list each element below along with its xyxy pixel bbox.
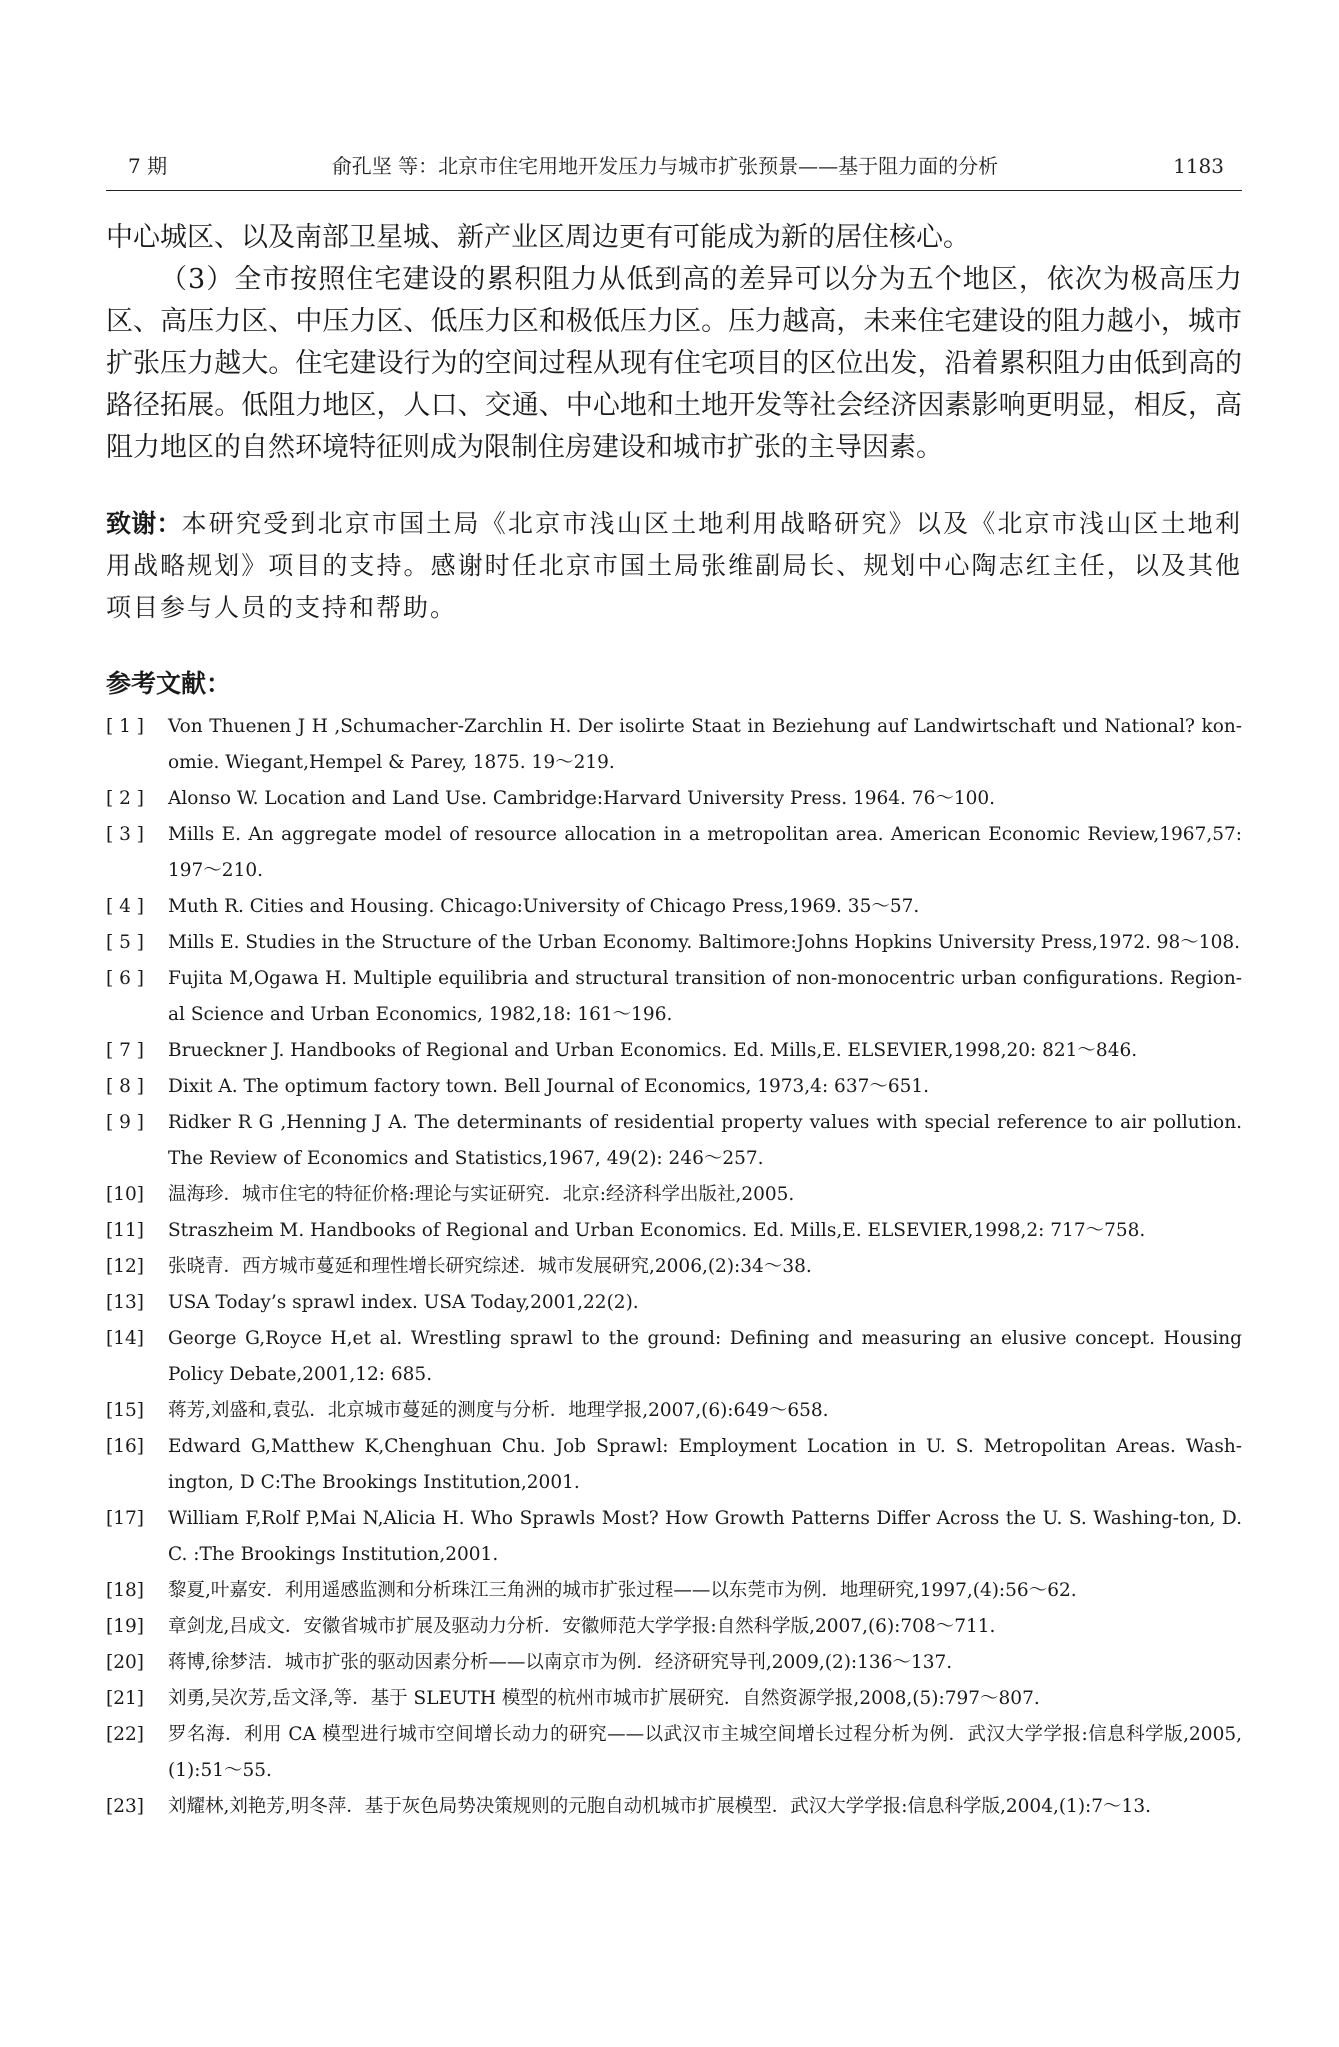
reference-number: [10] [106, 1184, 144, 1205]
references-heading: 参考文献： [106, 669, 232, 698]
reference-text: Alonso W. Location and Land Use. Cambridge:Harvard University Press. 1964. 76～100. [168, 788, 996, 809]
reference-number: [22] [106, 1724, 144, 1745]
reference-number: [17] [106, 1508, 144, 1529]
reference-text: 温海珍．城市住宅的特征价格:理论与实证研究．北京:经济科学出版社,2005. [168, 1184, 795, 1205]
reference-item [106, 1501, 1242, 1573]
reference-item [106, 1105, 1242, 1177]
reference-number: [12] [106, 1256, 144, 1277]
reference-number: [14] [106, 1328, 144, 1349]
reference-number: [ 1 ] [106, 716, 144, 737]
reference-number: [23] [106, 1796, 144, 1817]
reference-number: [19] [106, 1616, 144, 1637]
acknowledgement-label: 致谢： [106, 509, 182, 538]
running-title: 俞孔坚 等：北京市住宅用地开发压力与城市扩张预景——基于阻力面的分析 [331, 154, 999, 178]
reference-number: [18] [106, 1580, 144, 1601]
acknowledgement [106, 503, 1242, 629]
reference-item [106, 1573, 1242, 1609]
page-number: 1183 [1173, 154, 1224, 178]
reference-item [106, 961, 1242, 1033]
reference-item [106, 1789, 1242, 1825]
body-paragraph: （3）全市按照住宅建设的累积阻力从低到高的差异可以分为五个地区，依次为极高压力区、高压力区、中压力区、低压力区和极低压力区。压力越高，未来住宅建设的阻力越小，城市扩张压力越大。住宅建设行为的空间过程从现有住宅项目的区位出发，沿着累积阻力由低到高的路径拓展。低阻力地区，人口、交通、中心地和土地开发等社会经济因素影响更明显，相反，高阻力地区的自然环境特征则成为限制住房建设和城市扩张的主导因素。 [106, 264, 1242, 463]
reference-number: [13] [106, 1292, 144, 1313]
reference-item [106, 1177, 1242, 1213]
reference-text: Von Thuenen J H ,Schumacher-Zarchlin H. Der isolirte Staat in Beziehung auf Landwirtschaft und National? kon-omie. Wiegant,Hempel & Parey, 1875. 19～219. [168, 716, 1242, 773]
running-header [106, 150, 1242, 191]
reference-number: [ 8 ] [106, 1076, 144, 1097]
reference-text: 刘耀林,刘艳芳,明冬萍．基于灰色局势决策规则的元胞自动机城市扩展模型．武汉大学学报:信息科学版,2004,(1):7～13. [168, 1796, 1151, 1817]
reference-item [106, 1429, 1242, 1501]
reference-item [106, 781, 1242, 817]
reference-text: Dixit A. The optimum factory town. Bell Journal of Economics, 1973,4: 637～651. [168, 1076, 930, 1097]
reference-item [106, 1717, 1242, 1789]
reference-text: 章剑龙,吕成文．安徽省城市扩展及驱动力分析．安徽师范大学学报:自然科学版,2007,(6):708～711. [168, 1616, 996, 1637]
reference-number: [ 6 ] [106, 968, 144, 989]
reference-item [106, 1609, 1242, 1645]
reference-number: [ 5 ] [106, 932, 144, 953]
reference-number: [15] [106, 1400, 144, 1421]
body-paragraph: 中心城区、以及南部卫星城、新产业区周边更有可能成为新的居住核心。 [106, 222, 970, 253]
reference-text: Straszheim M. Handbooks of Regional and Urban Economics. Ed. Mills,E. ELSEVIER,1998,2: 717～758. [168, 1220, 1146, 1241]
reference-item [106, 1069, 1242, 1105]
reference-text: 罗名海．利用 CA 模型进行城市空间增长动力的研究——以武汉市主城空间增长过程分析为例．武汉大学学报:信息科学版,2005,(1):51～55. [168, 1724, 1242, 1781]
reference-item [106, 1321, 1242, 1393]
reference-text: Fujita M,Ogawa H. Multiple equilibria and structural transition of non-monocentric urban configurations. Region-al Science and Urban Economics, 1982,18: 161～196. [168, 968, 1242, 1025]
reference-text: Muth R. Cities and Housing. Chicago:University of Chicago Press,1969. 35～57. [168, 896, 920, 917]
reference-text: George G,Royce H,et al. Wrestling sprawl to the ground: Defining and measuring an elusive concept. Housing Policy Debate,2001,12: 685. [168, 1328, 1242, 1385]
reference-list [106, 709, 1242, 1825]
reference-item [106, 1681, 1242, 1717]
reference-number: [ 7 ] [106, 1040, 144, 1061]
issue-number: 7 期 [128, 154, 168, 178]
conclusion-text [106, 217, 1242, 469]
reference-number: [20] [106, 1652, 144, 1673]
reference-item [106, 925, 1242, 961]
reference-text: 张晓青．西方城市蔓延和理性增长研究综述．城市发展研究,2006,(2):34～38. [168, 1256, 812, 1277]
reference-item [106, 1393, 1242, 1429]
reference-item [106, 889, 1242, 925]
reference-text: 黎夏,叶嘉安．利用遥感监测和分析珠江三角洲的城市扩张过程——以东莞市为例．地理研究,1997,(4):56～62. [168, 1580, 1077, 1601]
reference-item [106, 1249, 1242, 1285]
reference-text: USA Today’s sprawl index. USA Today,2001,22(2). [168, 1292, 639, 1313]
reference-number: [ 4 ] [106, 896, 144, 917]
reference-item [106, 709, 1242, 781]
journal-page [106, 150, 1242, 1825]
reference-number: [ 2 ] [106, 788, 144, 809]
reference-text: Edward G,Matthew K,Chenghuan Chu. Job Sprawl: Employment Location in U. S. Metropolitan Areas. Wash-ington, D C:The Brookings Institution,2001. [168, 1436, 1242, 1493]
reference-number: [ 3 ] [106, 824, 144, 845]
reference-text: 刘勇,吴次芳,岳文泽,等．基于 SLEUTH 模型的杭州市城市扩展研究．自然资源学报,2008,(5):797～807. [168, 1688, 1040, 1709]
reference-item [106, 1285, 1242, 1321]
reference-number: [ 9 ] [106, 1112, 144, 1133]
acknowledgement-text: 本研究受到北京市国土局《北京市浅山区土地利用战略研究》以及《北京市浅山区土地利用战略规划》项目的支持。感谢时任北京市国土局张维副局长、规划中心陶志红主任，以及其他项目参与人员的支持和帮助。 [106, 509, 1242, 622]
reference-item [106, 817, 1242, 889]
reference-text: Ridker R G ,Henning J A. The determinants of residential property values with special reference to air pollution. The Review of Economics and Statistics,1967, 49(2): 246～257. [168, 1112, 1242, 1169]
reference-item [106, 1213, 1242, 1249]
reference-number: [16] [106, 1436, 144, 1457]
reference-text: 蒋博,徐梦洁．城市扩张的驱动因素分析——以南京市为例．经济研究导刊,2009,(2):136～137. [168, 1652, 953, 1673]
reference-text: William F,Rolf P,Mai N,Alicia H. Who Sprawls Most? How Growth Patterns Differ Across the U. S. Washing-ton, D. C. :The Brookings Institution,2001. [168, 1508, 1242, 1565]
reference-item [106, 1033, 1242, 1069]
reference-text: Mills E. An aggregate model of resource allocation in a metropolitan area. American Economic Review,1967,57: 197～210. [168, 824, 1242, 881]
reference-item [106, 1645, 1242, 1681]
reference-text: Brueckner J. Handbooks of Regional and Urban Economics. Ed. Mills,E. ELSEVIER,1998,20: 821～846. [168, 1040, 1138, 1061]
reference-number: [21] [106, 1688, 144, 1709]
reference-number: [11] [106, 1220, 144, 1241]
reference-text: 蒋芳,刘盛和,袁弘．北京城市蔓延的测度与分析．地理学报,2007,(6):649～658. [168, 1400, 829, 1421]
reference-text: Mills E. Studies in the Structure of the Urban Economy. Baltimore:Johns Hopkins University Press,1972. 98～108. [168, 932, 1240, 953]
